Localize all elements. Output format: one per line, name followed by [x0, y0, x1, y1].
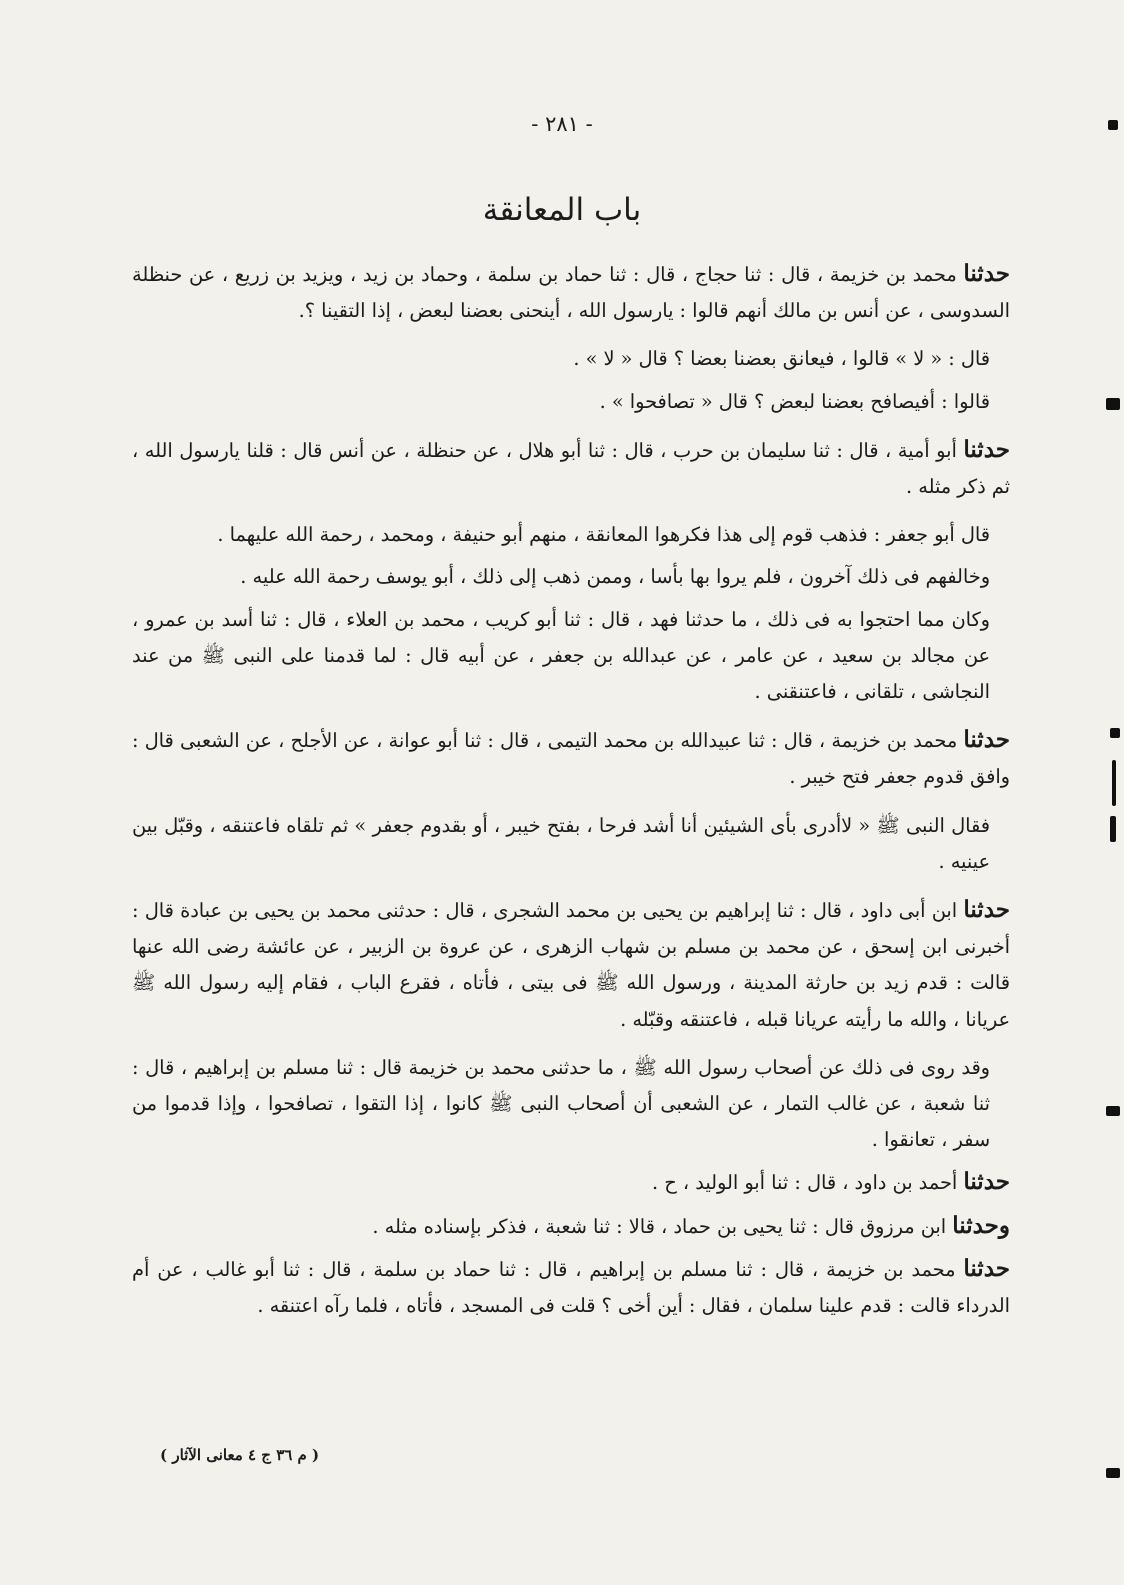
narration-lead: حدثنا: [963, 896, 1010, 924]
scan-mark: [1106, 1106, 1120, 1116]
paragraph: [132, 432, 1010, 505]
paragraph-text: محمد بن خزيمة ، قال : ثنا حجاج ، قال : ثنا حماد بن سلمة ، وحماد بن زيد ، ويزيد بن زريع ، عن حنظلة السدوسى ، عن أنس بن مالك أنهم قالوا : يارسول الله ، أينحنى بعضنا لبعض ، إذا التقينا ؟.: [132, 263, 1010, 323]
narration-lead: حدثنا: [963, 1254, 1010, 1282]
paragraph-text: قالوا : أفيصافح بعضنا لبعض ؟ قال « تصافحوا » .: [599, 389, 990, 413]
scan-mark: [1112, 760, 1116, 806]
scan-mark: [1110, 728, 1120, 738]
paragraph-text: محمد بن خزيمة ، قال : ثنا عبيدالله بن محمد التيمى ، قال : ثنا أبو عوانة ، عن الأجلح ، عن الشعبى قال : وافق قدوم جعفر فتح خيبر .: [132, 729, 1010, 789]
paragraph-text: وقد روى فى ذلك عن أصحاب رسول الله ﷺ ، ما حدثنى محمد بن خزيمة قال : ثنا مسلم بن إبراهيم ، قال : ثنا شعبة ، عن غالب التمار ، عن الشعبى أن أصحاب النبى ﷺ كانوا ، إذا التقوا ، تصافحوا ، وإذا قدموا من سفر ، تعانقوا .: [132, 1055, 990, 1152]
scan-mark: [1110, 816, 1116, 842]
paragraph: [132, 602, 1010, 711]
paragraph: [132, 256, 1010, 329]
paragraph: [132, 808, 1010, 880]
scan-mark: [1108, 120, 1118, 130]
paragraph-text: فقال النبى ﷺ « لاأدرى بأى الشيئين أنا أشد فرحا ، بفتح خيبر ، أو بقدوم جعفر » ثم تلقاه فاعتنقه ، وقبّل بين عينيه .: [132, 813, 990, 873]
page-body: [132, 256, 1010, 1336]
paragraph: [132, 559, 1010, 595]
paragraph-text: ابن أبى داود ، قال : ثنا إبراهيم بن يحيى بن محمد الشجرى ، قال : حدثنى محمد بن يحيى بن عبادة قال : أخبرنى ابن إسحق ، عن محمد بن مسلم بن شهاب الزهرى ، عن عروة بن الزبير ، عن عائشة رضى الله عنها قالت : قدم زيد بن حارثة المدينة ، ورسول الله ﷺ فى بيتى ، فأتاه ، فقرع الباب ، فقام إليه رسول الله ﷺ عريانا ، والله ما رأيته عريانا قبله ، فاعتنقه وقبّله .: [132, 899, 1010, 1031]
paragraph: [132, 517, 1010, 553]
paragraph-text: وكان مما احتجوا به فى ذلك ، ما حدثنا فهد ، قال : ثنا أبو كريب ، محمد بن العلاء ، قال : ثنا أسد بن عمرو ، عن مجالد بن سعيد ، عن عامر ، عن عبدالله بن جعفر ، عن أبيه قال : لما قدمنا على النبى ﷺ من عند النجاشى ، تلقانى ، فاعتنقنى .: [132, 607, 990, 704]
paragraph: [132, 384, 1010, 420]
paragraph-text: قال أبو جعفر : فذهب قوم إلى هذا فكرهوا المعانقة ، منهم أبو حنيفة ، ومحمد ، رحمة الله عليهما .: [217, 523, 990, 547]
paragraph-text: وخالفهم فى ذلك آخرون ، فلم يروا بها بأسا ، وممن ذهب إلى ذلك ، أبو يوسف رحمة الله عليه .: [240, 565, 990, 589]
page-number: - ٢٨١ -: [531, 112, 593, 136]
paragraph: [132, 1050, 1010, 1159]
narration-lead: حدثنا: [963, 1168, 1010, 1196]
paragraph: [132, 341, 1010, 377]
paragraph-text: أحمد بن داود ، قال : ثنا أبو الوليد ، ح .: [652, 1171, 964, 1195]
chapter-title: باب المعانقة: [482, 192, 642, 228]
paragraph: [132, 1208, 1010, 1245]
paragraph-text: محمد بن خزيمة ، قال : ثنا مسلم بن إبراهيم ، قال : ثنا حماد بن سلمة ، قال : ثنا أبو غالب ، عن أم الدرداء قالت : قدم علينا سلمان ، فقال : أين أخى ؟ قلت فى المسجد ، فأتاه ، فلما رآه اعتنقه .: [132, 1257, 1010, 1318]
narration-lead: حدثنا: [963, 435, 1010, 463]
scan-mark: [1106, 1468, 1120, 1478]
narration-lead: حدثنا: [963, 260, 1010, 287]
paragraph: [132, 1164, 1010, 1201]
paragraph-text: ابن مرزوق قال : ثنا يحيى بن حماد ، قالا : ثنا شعبة ، فذكر بإسناده مثله .: [372, 1214, 953, 1238]
paragraph-text: قال : « لا » قالوا ، فيعانق بعضنا بعضا ؟ قال « لا » .: [573, 347, 990, 371]
narration-lead: وحدثنا: [952, 1211, 1010, 1239]
paragraph: [132, 1251, 1010, 1324]
narration-lead: حدثنا: [963, 726, 1010, 754]
paragraph-text: أبو أمية ، قال : ثنا سليمان بن حرب ، قال : ثنا أبو هلال ، عن حنظلة ، عن أنس قال : قلنا يارسول الله ، ثم ذكر مثله .: [132, 438, 1010, 499]
paragraph: [132, 892, 1010, 1038]
footer-signature: ( م ٣٦ ج ٤ معانى الآثار ): [160, 1446, 320, 1464]
paragraph: [132, 722, 1010, 795]
scan-mark: [1106, 398, 1120, 410]
